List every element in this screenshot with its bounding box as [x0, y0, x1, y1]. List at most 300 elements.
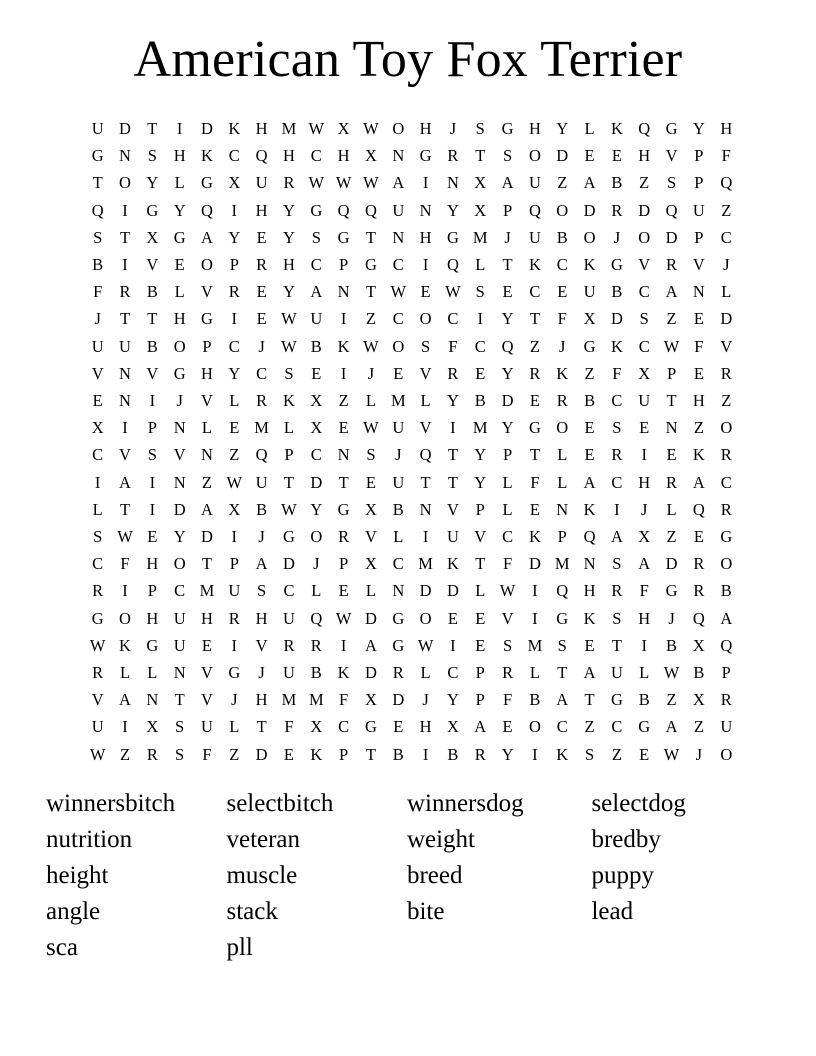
grid-cell[interactable]: F — [721, 146, 731, 166]
grid-cell[interactable]: V — [119, 445, 131, 465]
grid-cell[interactable]: Q — [201, 200, 213, 220]
grid-cell[interactable]: N — [392, 581, 405, 601]
grid-cell[interactable]: I — [149, 472, 156, 492]
grid-cell[interactable]: X — [337, 119, 350, 138]
grid-cell[interactable]: D — [501, 391, 514, 411]
grid-cell[interactable]: U — [119, 336, 131, 356]
grid-cell[interactable]: E — [639, 744, 650, 764]
grid-cell[interactable]: Q — [337, 200, 350, 220]
grid-cell[interactable]: P — [694, 173, 704, 193]
grid-cell[interactable]: O — [528, 146, 541, 166]
grid-cell[interactable]: H — [255, 200, 268, 220]
grid-cell[interactable]: A — [583, 173, 596, 193]
grid-cell[interactable]: D — [419, 581, 432, 601]
grid-cell[interactable]: O — [119, 608, 131, 628]
grid-cell[interactable]: W — [663, 744, 680, 764]
grid-cell[interactable]: I — [422, 255, 429, 275]
grid-cell[interactable]: T — [529, 309, 540, 329]
grid-cell[interactable]: R — [283, 173, 295, 193]
grid-cell[interactable]: C — [556, 255, 568, 275]
grid-cell[interactable]: U — [392, 472, 405, 492]
grid-cell[interactable]: N — [119, 391, 131, 411]
grid-cell[interactable]: S — [612, 608, 622, 628]
grid-cell[interactable]: N — [446, 173, 459, 193]
grid-cell[interactable]: X — [91, 418, 104, 438]
grid-cell[interactable]: Q — [310, 608, 323, 628]
grid-cell[interactable]: X — [474, 200, 487, 220]
grid-cell[interactable]: A — [474, 717, 487, 737]
grid-cell[interactable]: V — [501, 608, 514, 628]
grid-cell[interactable]: K — [310, 744, 323, 764]
grid-cell[interactable]: G — [337, 499, 350, 519]
grid-cell[interactable]: I — [477, 309, 483, 329]
grid-cell[interactable]: T — [475, 146, 486, 166]
grid-cell[interactable]: R — [556, 391, 568, 411]
grid-cell[interactable]: R — [666, 255, 678, 275]
grid-cell[interactable]: W — [281, 499, 297, 519]
grid-cell[interactable]: W — [89, 635, 106, 655]
grid-cell[interactable]: J — [422, 690, 429, 710]
grid-cell[interactable]: V — [364, 527, 377, 547]
grid-cell[interactable]: H — [528, 119, 541, 138]
grid-cell[interactable]: U — [446, 527, 459, 547]
grid-cell[interactable]: T — [502, 255, 513, 275]
grid-cell[interactable]: B — [256, 499, 268, 519]
grid-cell[interactable]: A — [255, 554, 268, 574]
grid-cell[interactable]: F — [120, 554, 130, 574]
grid-cell[interactable]: X — [638, 363, 651, 383]
grid-cell[interactable]: C — [228, 336, 240, 356]
grid-cell[interactable]: F — [639, 581, 649, 601]
grid-cell[interactable]: I — [176, 119, 183, 138]
grid-cell[interactable]: B — [529, 690, 541, 710]
grid-cell[interactable]: G — [583, 336, 596, 356]
grid-cell[interactable]: L — [475, 255, 486, 275]
grid-cell[interactable]: N — [173, 418, 186, 438]
grid-cell[interactable]: C — [638, 282, 650, 302]
grid-cell[interactable]: U — [392, 418, 405, 438]
grid-cell[interactable]: I — [231, 309, 238, 329]
grid-cell[interactable]: U — [283, 663, 295, 683]
grid-cell[interactable]: X — [692, 635, 705, 655]
grid-cell[interactable]: J — [231, 690, 238, 710]
grid-cell[interactable]: E — [693, 363, 704, 383]
grid-cell[interactable]: K — [446, 554, 459, 574]
grid-cell[interactable]: W — [226, 472, 243, 492]
grid-cell[interactable]: C — [392, 554, 404, 574]
grid-cell[interactable]: R — [720, 363, 732, 383]
grid-cell[interactable]: U — [638, 391, 651, 411]
grid-cell[interactable]: X — [228, 499, 241, 519]
grid-cell[interactable]: P — [339, 744, 349, 764]
grid-cell[interactable]: V — [173, 445, 186, 465]
grid-cell[interactable]: R — [529, 363, 541, 383]
grid-cell[interactable]: R — [256, 391, 268, 411]
grid-cell[interactable]: X — [364, 146, 377, 166]
grid-cell[interactable]: C — [283, 581, 295, 601]
grid-cell[interactable]: N — [556, 499, 569, 519]
grid-cell[interactable]: P — [229, 255, 239, 275]
grid-cell[interactable]: O — [419, 608, 432, 628]
grid-cell[interactable]: H — [255, 608, 268, 628]
grid-cell[interactable]: R — [92, 581, 104, 601]
grid-cell[interactable]: U — [310, 309, 323, 329]
grid-cell[interactable]: B — [720, 581, 732, 601]
grid-cell[interactable]: X — [310, 717, 323, 737]
grid-cell[interactable]: J — [449, 119, 457, 138]
grid-cell[interactable]: D — [610, 309, 623, 329]
grid-cell[interactable]: J — [176, 391, 183, 411]
grid-cell[interactable]: R — [310, 635, 322, 655]
grid-cell[interactable]: Q — [419, 445, 432, 465]
grid-cell[interactable]: C — [720, 227, 732, 247]
grid-cell[interactable]: E — [475, 635, 486, 655]
grid-cell[interactable]: I — [422, 744, 429, 764]
grid-cell[interactable]: U — [201, 717, 213, 737]
grid-cell[interactable]: K — [692, 445, 705, 465]
grid-cell[interactable]: Q — [583, 527, 596, 547]
grid-cell[interactable]: O — [173, 336, 186, 356]
grid-cell[interactable]: O — [720, 744, 733, 764]
grid-cell[interactable]: E — [666, 445, 677, 465]
word-list-item[interactable]: winnersbitch — [46, 789, 176, 817]
grid-cell[interactable]: C — [556, 717, 568, 737]
grid-cell[interactable]: X — [474, 173, 487, 193]
grid-cell[interactable]: D — [638, 200, 651, 220]
grid-cell[interactable]: N — [201, 445, 213, 465]
grid-cell[interactable]: D — [283, 554, 295, 574]
grid-cell[interactable]: J — [313, 554, 320, 574]
grid-cell[interactable]: G — [501, 119, 514, 138]
grid-cell[interactable]: V — [692, 255, 705, 275]
grid-cell[interactable]: P — [284, 445, 294, 465]
grid-cell[interactable]: E — [283, 744, 294, 764]
grid-cell[interactable]: S — [93, 527, 103, 547]
grid-cell[interactable]: U — [91, 336, 104, 356]
grid-cell[interactable]: X — [446, 717, 459, 737]
grid-cell[interactable]: Y — [446, 690, 459, 710]
grid-cell[interactable]: I — [122, 200, 128, 220]
grid-cell[interactable]: A — [364, 635, 377, 655]
grid-cell[interactable]: V — [201, 391, 213, 411]
grid-cell[interactable]: V — [146, 363, 159, 383]
grid-cell[interactable]: D — [173, 499, 186, 519]
grid-cell[interactable]: P — [721, 663, 731, 683]
grid-cell[interactable]: Z — [365, 309, 376, 329]
grid-cell[interactable]: J — [723, 255, 730, 275]
grid-cell[interactable]: P — [475, 690, 485, 710]
grid-cell[interactable]: Z — [721, 391, 732, 411]
grid-cell[interactable]: B — [611, 282, 623, 302]
grid-cell[interactable]: I — [231, 635, 238, 655]
grid-cell[interactable]: I — [422, 173, 429, 193]
grid-cell[interactable]: Y — [283, 227, 295, 247]
grid-cell[interactable]: K — [337, 663, 350, 683]
grid-cell[interactable]: C — [611, 391, 623, 411]
grid-cell[interactable]: A — [201, 227, 213, 247]
grid-cell[interactable]: T — [365, 744, 376, 764]
grid-cell[interactable]: E — [584, 635, 595, 655]
grid-cell[interactable]: Y — [228, 227, 241, 247]
grid-cell[interactable]: L — [639, 663, 650, 683]
grid-cell[interactable]: T — [201, 554, 213, 574]
grid-cell[interactable]: G — [665, 581, 678, 601]
grid-cell[interactable]: N — [337, 282, 350, 302]
grid-cell[interactable]: C — [338, 717, 350, 737]
grid-cell[interactable]: Y — [501, 418, 514, 438]
grid-cell[interactable]: I — [122, 418, 128, 438]
grid-cell[interactable]: S — [584, 744, 595, 764]
grid-cell[interactable]: S — [421, 336, 431, 356]
grid-cell[interactable]: T — [529, 445, 540, 465]
grid-cell[interactable]: Y — [692, 119, 705, 138]
grid-cell[interactable]: D — [201, 119, 213, 138]
grid-cell[interactable]: A — [583, 472, 596, 492]
grid-cell[interactable]: Q — [528, 200, 541, 220]
grid-cell[interactable]: X — [364, 554, 377, 574]
grid-cell[interactable]: R — [447, 146, 459, 166]
grid-cell[interactable]: Y — [283, 200, 295, 220]
grid-cell[interactable]: I — [231, 527, 238, 547]
grid-cell[interactable]: K — [610, 119, 623, 138]
grid-cell[interactable]: D — [528, 554, 541, 574]
grid-cell[interactable]: J — [695, 744, 703, 764]
grid-cell[interactable]: W — [89, 744, 106, 764]
grid-cell[interactable]: S — [475, 119, 485, 138]
grid-cell[interactable]: D — [255, 744, 268, 764]
grid-cell[interactable]: A — [392, 173, 405, 193]
grid-cell[interactable]: Z — [229, 445, 240, 465]
grid-cell[interactable]: T — [420, 472, 431, 492]
word-list-item[interactable]: sca — [46, 933, 78, 961]
grid-cell[interactable]: L — [174, 173, 185, 193]
grid-cell[interactable]: P — [147, 581, 157, 601]
grid-cell[interactable]: S — [557, 635, 567, 655]
grid-cell[interactable]: F — [557, 309, 567, 329]
grid-cell[interactable]: R — [228, 608, 240, 628]
grid-cell[interactable]: B — [666, 635, 678, 655]
grid-cell[interactable]: Z — [584, 363, 595, 383]
word-list-item[interactable]: pll — [226, 933, 253, 961]
grid-cell[interactable]: F — [694, 336, 704, 356]
grid-cell[interactable]: W — [308, 119, 325, 138]
grid-cell[interactable]: I — [450, 418, 456, 438]
grid-cell[interactable]: G — [610, 690, 623, 710]
grid-cell[interactable]: K — [283, 391, 295, 411]
grid-cell[interactable]: E — [338, 581, 349, 601]
grid-cell[interactable]: L — [584, 119, 595, 138]
grid-cell[interactable]: H — [419, 227, 432, 247]
grid-cell[interactable]: D — [364, 663, 377, 683]
grid-cell[interactable]: L — [119, 663, 131, 683]
grid-cell[interactable]: P — [557, 527, 567, 547]
word-list-item[interactable]: selectdog — [591, 789, 686, 817]
grid-cell[interactable]: O — [528, 717, 541, 737]
grid-cell[interactable]: A — [692, 472, 705, 492]
grid-cell[interactable]: X — [692, 690, 705, 710]
grid-cell[interactable]: L — [311, 581, 322, 601]
grid-cell[interactable]: P — [502, 200, 513, 220]
grid-cell[interactable]: G — [665, 119, 678, 138]
word-list-item[interactable]: selectbitch — [226, 789, 334, 817]
grid-cell[interactable]: V — [201, 282, 213, 302]
grid-cell[interactable]: G — [337, 227, 350, 247]
grid-cell[interactable]: E — [611, 146, 622, 166]
grid-cell[interactable]: K — [583, 255, 596, 275]
grid-cell[interactable]: R — [283, 635, 295, 655]
grid-cell[interactable]: O — [392, 336, 405, 356]
grid-cell[interactable]: Y — [173, 527, 186, 547]
grid-cell[interactable]: N — [419, 200, 432, 220]
grid-cell[interactable]: G — [146, 200, 159, 220]
grid-cell[interactable]: B — [146, 336, 158, 356]
grid-cell[interactable]: H — [201, 363, 213, 383]
grid-cell[interactable]: R — [228, 282, 240, 302]
grid-cell[interactable]: N — [692, 282, 705, 302]
grid-cell[interactable]: L — [721, 282, 732, 302]
grid-cell[interactable]: A — [119, 690, 131, 710]
grid-cell[interactable]: Q — [692, 499, 705, 519]
grid-cell[interactable]: E — [502, 717, 513, 737]
grid-cell[interactable]: E — [447, 608, 458, 628]
grid-cell[interactable]: H — [173, 309, 186, 329]
grid-cell[interactable]: M — [308, 690, 324, 710]
grid-cell[interactable]: K — [556, 363, 569, 383]
grid-cell[interactable]: I — [641, 445, 647, 465]
grid-cell[interactable]: K — [337, 336, 350, 356]
grid-cell[interactable]: V — [474, 527, 487, 547]
grid-cell[interactable]: A — [310, 282, 323, 302]
grid-cell[interactable]: W — [363, 173, 379, 193]
grid-cell[interactable]: F — [502, 554, 513, 574]
grid-cell[interactable]: V — [255, 635, 268, 655]
grid-cell[interactable]: G — [364, 717, 377, 737]
grid-cell[interactable]: U — [583, 282, 596, 302]
grid-cell[interactable]: N — [337, 445, 350, 465]
grid-cell[interactable]: O — [392, 119, 405, 138]
grid-cell[interactable]: G — [146, 635, 159, 655]
grid-cell[interactable]: C — [447, 309, 459, 329]
grid-cell[interactable]: Q — [638, 119, 651, 138]
grid-cell[interactable]: I — [149, 499, 156, 519]
grid-cell[interactable]: Z — [338, 391, 349, 411]
grid-cell[interactable]: S — [175, 744, 185, 764]
grid-cell[interactable]: K — [583, 499, 596, 519]
grid-cell[interactable]: E — [584, 445, 595, 465]
grid-cell[interactable]: Z — [201, 472, 213, 492]
grid-cell[interactable]: T — [147, 119, 158, 138]
grid-cell[interactable]: G — [610, 255, 623, 275]
grid-cell[interactable]: I — [614, 499, 620, 519]
grid-cell[interactable]: P — [339, 255, 349, 275]
grid-cell[interactable]: N — [392, 227, 405, 247]
grid-cell[interactable]: C — [256, 363, 268, 383]
grid-cell[interactable]: I — [532, 581, 538, 601]
word-list-item[interactable]: bite — [406, 897, 445, 925]
grid-cell[interactable]: M — [281, 690, 297, 710]
grid-cell[interactable]: D — [392, 690, 405, 710]
grid-cell[interactable]: H — [638, 146, 651, 166]
grid-cell[interactable]: Q — [556, 581, 569, 601]
grid-cell[interactable]: I — [122, 255, 128, 275]
word-list-item[interactable]: height — [46, 861, 109, 889]
grid-cell[interactable]: P — [666, 363, 677, 383]
grid-cell[interactable]: M — [527, 635, 543, 655]
grid-cell[interactable]: I — [532, 608, 538, 628]
grid-cell[interactable]: T — [475, 554, 486, 574]
grid-cell[interactable]: V — [146, 255, 159, 275]
grid-cell[interactable]: S — [612, 418, 622, 438]
grid-cell[interactable]: Y — [474, 445, 487, 465]
grid-cell[interactable]: U — [173, 608, 186, 628]
grid-cell[interactable]: K — [556, 744, 569, 764]
grid-cell[interactable]: K — [610, 336, 623, 356]
grid-cell[interactable]: L — [92, 499, 103, 519]
grid-cell[interactable]: F — [502, 690, 513, 710]
grid-cell[interactable]: T — [447, 472, 458, 492]
grid-cell[interactable]: S — [612, 554, 622, 574]
grid-cell[interactable]: I — [450, 635, 456, 655]
grid-cell[interactable]: P — [475, 663, 485, 683]
grid-cell[interactable]: N — [146, 690, 159, 710]
grid-cell[interactable]: E — [584, 146, 595, 166]
grid-cell[interactable]: T — [584, 690, 595, 710]
grid-cell[interactable]: X — [310, 418, 323, 438]
grid-cell[interactable]: A — [556, 690, 569, 710]
grid-cell[interactable]: W — [281, 336, 297, 356]
grid-cell[interactable]: L — [201, 418, 213, 438]
grid-cell[interactable]: Y — [283, 282, 295, 302]
grid-cell[interactable]: G — [283, 527, 295, 547]
grid-cell[interactable]: I — [149, 391, 156, 411]
grid-cell[interactable]: Y — [228, 363, 241, 383]
grid-cell[interactable]: B — [392, 744, 404, 764]
grid-cell[interactable]: L — [502, 472, 513, 492]
grid-cell[interactable]: W — [363, 119, 379, 138]
grid-cell[interactable]: S — [284, 363, 294, 383]
grid-cell[interactable]: H — [419, 119, 432, 138]
grid-cell[interactable]: F — [612, 363, 622, 383]
grid-cell[interactable]: F — [284, 717, 294, 737]
grid-cell[interactable]: H — [283, 146, 295, 166]
grid-cell[interactable]: R — [256, 255, 268, 275]
grid-cell[interactable]: Y — [446, 200, 459, 220]
grid-cell[interactable]: D — [201, 527, 213, 547]
grid-cell[interactable]: G — [364, 255, 377, 275]
grid-cell[interactable]: C — [474, 336, 486, 356]
grid-cell[interactable]: Z — [119, 744, 131, 764]
grid-cell[interactable]: H — [146, 608, 159, 628]
grid-cell[interactable]: I — [122, 717, 128, 737]
grid-cell[interactable]: U — [91, 717, 104, 737]
grid-cell[interactable]: E — [639, 418, 650, 438]
grid-cell[interactable]: O — [720, 554, 733, 574]
grid-cell[interactable]: C — [228, 146, 240, 166]
grid-cell[interactable]: M — [254, 418, 269, 438]
grid-cell[interactable]: X — [583, 309, 596, 329]
grid-cell[interactable]: D — [583, 200, 596, 220]
grid-cell[interactable]: O — [638, 227, 651, 247]
grid-cell[interactable]: R — [693, 581, 705, 601]
grid-cell[interactable]: L — [174, 282, 185, 302]
grid-cell[interactable]: U — [173, 635, 186, 655]
word-list-item[interactable]: breed — [406, 861, 463, 889]
grid-cell[interactable]: S — [639, 309, 649, 329]
grid-cell[interactable]: K — [528, 527, 541, 547]
grid-cell[interactable]: C — [447, 663, 459, 683]
grid-cell[interactable]: V — [201, 690, 213, 710]
grid-cell[interactable]: Z — [557, 173, 568, 193]
